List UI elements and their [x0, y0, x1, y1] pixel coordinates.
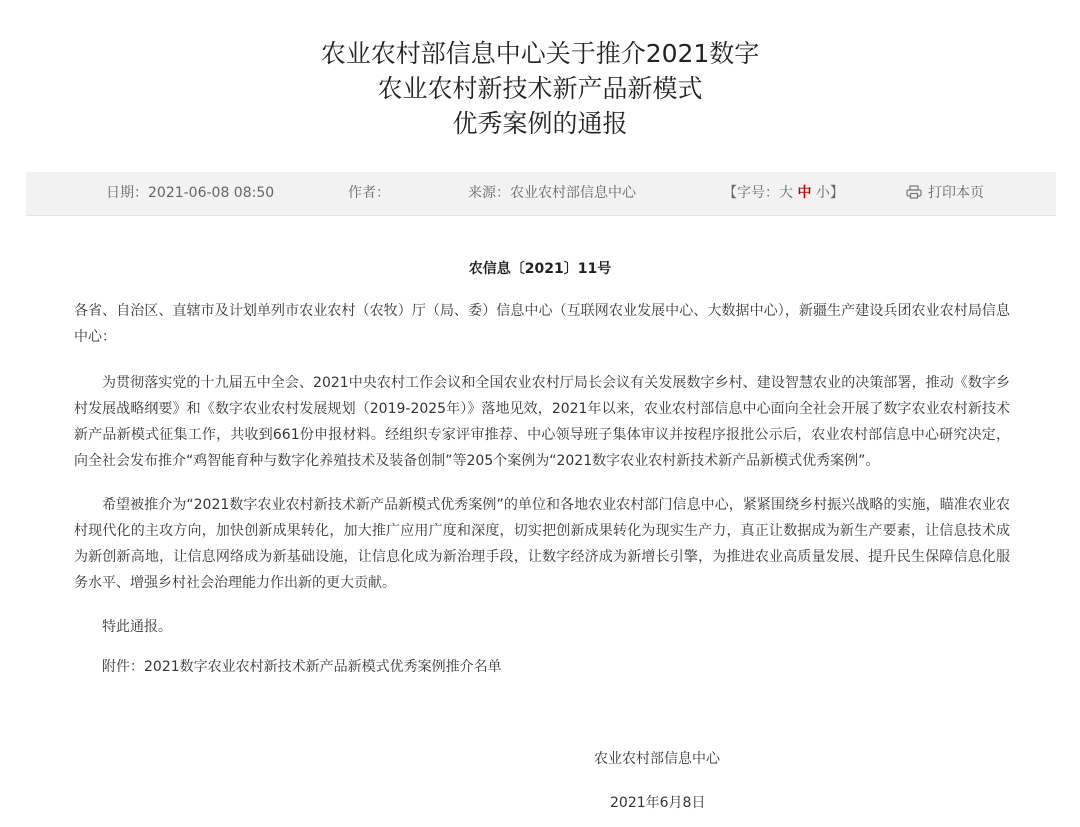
title-line-1: 农业农村部信息中心关于推介2021数字: [320, 39, 760, 68]
font-size-open: 【字号：: [723, 185, 779, 201]
print-label: 打印本页: [928, 185, 984, 201]
body-paragraph-2: 希望被推介为“2021数字农业农村新技术新产品新模式优秀案例”的单位和各地农业农村部门信息中心，紧紧围绕乡村振兴战略的实施，瞄准农业农村现代化的主攻方向，加快创新成果转化，加大推广应用广度和深度，切实把创新成果转化为现实生产力，真正让数据成为新生产要素，让信息技术成为新创新高地，让信息网络成为新基础设施，让信息化成为新治理手段，让数字经济成为新增长引擎，为推进农业高质量发展、提升民生保障信息化服务水平、增强乡村社会治理能力作出新的更大贡献。: [74, 497, 1010, 591]
print-button[interactable]: [906, 172, 984, 215]
attachment-line: 附件：2021数字农业农村新技术新产品新模式优秀案例推介名单: [102, 659, 502, 675]
font-size-close: 】: [829, 185, 844, 201]
font-size-large-button[interactable]: 大: [779, 185, 793, 201]
addressee-paragraph: 各省、自治区、直辖市及计划单列市农业农村（农牧）厅（局、委）信息中心（互联网农业发展中心、大数据中心），新疆生产建设兵团农业农村局信息中心：: [74, 303, 1010, 345]
article-title: [0, 36, 1080, 141]
printer-icon: [906, 185, 922, 199]
author-label: 作者：: [348, 185, 390, 201]
signature-date: 2021年6月8日: [610, 795, 706, 811]
font-size-switcher: [723, 172, 844, 215]
article-body: [74, 298, 1010, 680]
closing-paragraph: 特此通报。: [102, 619, 172, 635]
font-size-medium-button[interactable]: 中: [797, 185, 812, 201]
title-line-2: 农业农村新技术新产品新模式: [377, 74, 703, 103]
document-number: 农信息〔2021〕11号: [468, 261, 612, 277]
font-size-small-button[interactable]: 小: [815, 185, 830, 201]
body-paragraph-1: 为贯彻落实党的十九届五中全会、2021中央农村工作会议和全国农业农村厅局长会议有关发展数字乡村、建设智慧农业的决策部署，推动《数字乡村发展战略纲要》和《数字农业农村发展规划（2019-2025年）》落地见效，2021年以来，农业农村部信息中心面向全社会开展了数字农业农村新技术新产品新模式征集工作，共收到661份申报材料。经组织专家评审推荐、中心领导班子集体审议并按程序报批公示后，农业农村部信息中心研究决定，向全社会发布推介“鸡智能育种与数字化养殖技术及装备创制”等205个案例为“2021数字农业农村新技术新产品新模式优秀案例”。: [74, 375, 1010, 469]
source-label: 来源：农业农村部信息中心: [468, 185, 636, 201]
signature-organization: 农业农村部信息中心: [594, 751, 720, 767]
publish-date: 日期：2021-06-08 08:50: [106, 185, 275, 201]
meta-bar: [26, 172, 1056, 216]
title-line-3: 优秀案例的通报: [452, 109, 628, 138]
